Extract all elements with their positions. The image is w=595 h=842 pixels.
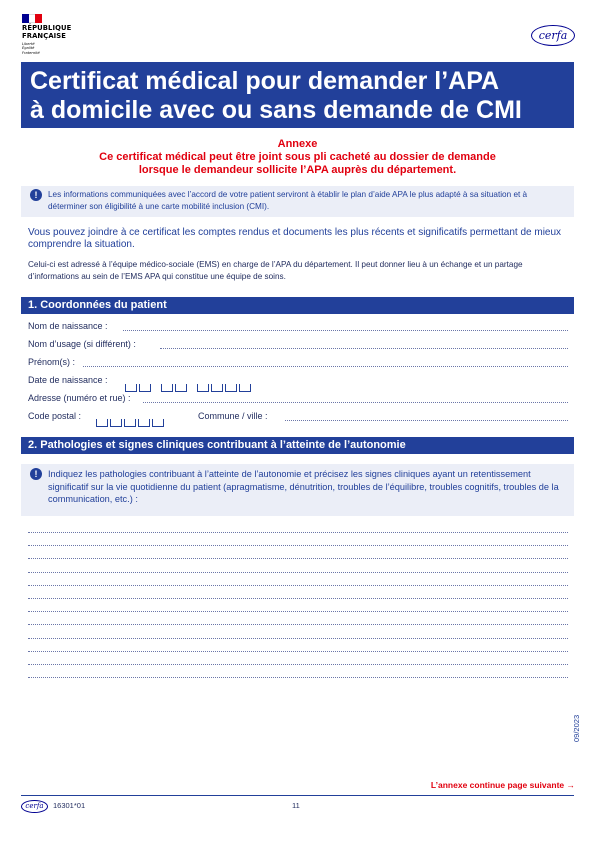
exclamation-icon: ! (30, 468, 42, 480)
label-date-naissance: Date de naissance : (28, 375, 108, 385)
section-1-header: 1. Coordonnées du patient (21, 297, 574, 314)
footer-divider (21, 795, 574, 796)
intro-paragraph: Vous pouvez joindre à ce certificat les comptes rendus et documents les plus récents et significatifs permettant de mieux comprendre la situation. (28, 227, 562, 250)
date-year-box-3[interactable] (225, 384, 237, 392)
writing-line[interactable] (28, 611, 568, 612)
label-nom-naissance: Nom de naissance : (28, 321, 108, 331)
writing-line[interactable] (28, 558, 568, 559)
writing-line[interactable] (28, 651, 568, 652)
section-2-header: 2. Pathologies et signes cliniques contribuant à l’atteinte de l’autonomie (21, 437, 574, 454)
writing-line[interactable] (28, 638, 568, 639)
date-month-box-2[interactable] (175, 384, 187, 392)
label-code-postal: Code postal : (28, 411, 82, 421)
field-adresse[interactable] (143, 402, 568, 403)
page-number: 11 (292, 801, 300, 810)
cerfa-logo: cerfa (531, 25, 575, 46)
cp-box-5[interactable] (152, 419, 164, 427)
page-title: Certificat médical pour demander l’APA à domicile avec ou sans demande de CMI (30, 67, 522, 124)
label-commune: Commune / ville : (198, 411, 268, 421)
cp-box-1[interactable] (96, 419, 108, 427)
date-naissance-boxes[interactable] (125, 377, 253, 396)
form-date: 09/2023 (572, 714, 581, 742)
date-month-box-1[interactable] (161, 384, 173, 392)
info-text: Les informations communiquées avec l’accord de votre patient serviront à établir le plan d’aide APA le plus adapté à sa situation et à déterminer son éligibilité à une carte mobilité inclusion (CMI). (48, 190, 528, 211)
label-prenoms: Prénom(s) : (28, 357, 76, 367)
field-commune[interactable] (285, 420, 568, 421)
writing-line[interactable] (28, 532, 568, 533)
republique-motto: Liberté Égalité Fraternité (22, 42, 40, 55)
field-nom-usage[interactable] (160, 348, 568, 349)
pathologies-instructions: Indiquez les pathologies contribuant à l’atteinte de l’autonomie et précisez les signes cliniques ayant un retentissement significatif sur la vie quotidienne du patient (apragmatisme, dénutrition, troubles de l’équilibre, troubles cognitifs, troubles de la communication, etc.) : (48, 469, 559, 504)
date-year-box-4[interactable] (239, 384, 251, 392)
cp-box-3[interactable] (124, 419, 136, 427)
writing-line[interactable] (28, 664, 568, 665)
date-day-box-1[interactable] (125, 384, 137, 392)
field-prenoms[interactable] (83, 366, 568, 367)
writing-line[interactable] (28, 677, 568, 678)
writing-line[interactable] (28, 624, 568, 625)
republique-flag (22, 14, 42, 23)
date-day-box-2[interactable] (139, 384, 151, 392)
label-nom-usage: Nom d’usage (si différent) : (28, 339, 136, 349)
cerfa-reference: 16301*01 (53, 801, 86, 810)
annexe-notice: Ce certificat médical peut être joint sous pli cacheté au dossier de demande lorsque le demandeur sollicite l’APA auprès du département. (99, 151, 496, 176)
code-postal-boxes[interactable] (96, 412, 166, 431)
republique-francaise-logo-text: RÉPUBLIQUE FRANÇAISE (22, 24, 72, 40)
continue-notice: L’annexe continue page suivante → (430, 780, 575, 790)
cerfa-logo-footer: cerfa (21, 800, 48, 813)
writing-line[interactable] (28, 585, 568, 586)
cp-box-4[interactable] (138, 419, 150, 427)
date-year-box-2[interactable] (211, 384, 223, 392)
ems-paragraph: Celui-ci est adressé à l’équipe médico-sociale (EMS) en charge de l’APA du département. Il peut donner lieu à un échange et un partage d’informations au sein de l’EMS APA qui constitue une équipe de soins. (28, 260, 523, 281)
label-adresse: Adresse (numéro et rue) : (28, 393, 131, 403)
date-year-box-1[interactable] (197, 384, 209, 392)
exclamation-icon: ! (30, 189, 42, 201)
annexe-heading: Annexe (277, 138, 318, 150)
writing-line[interactable] (28, 572, 568, 573)
writing-line[interactable] (28, 598, 568, 599)
field-nom-naissance[interactable] (123, 330, 568, 331)
cp-box-2[interactable] (110, 419, 122, 427)
writing-line[interactable] (28, 545, 568, 546)
